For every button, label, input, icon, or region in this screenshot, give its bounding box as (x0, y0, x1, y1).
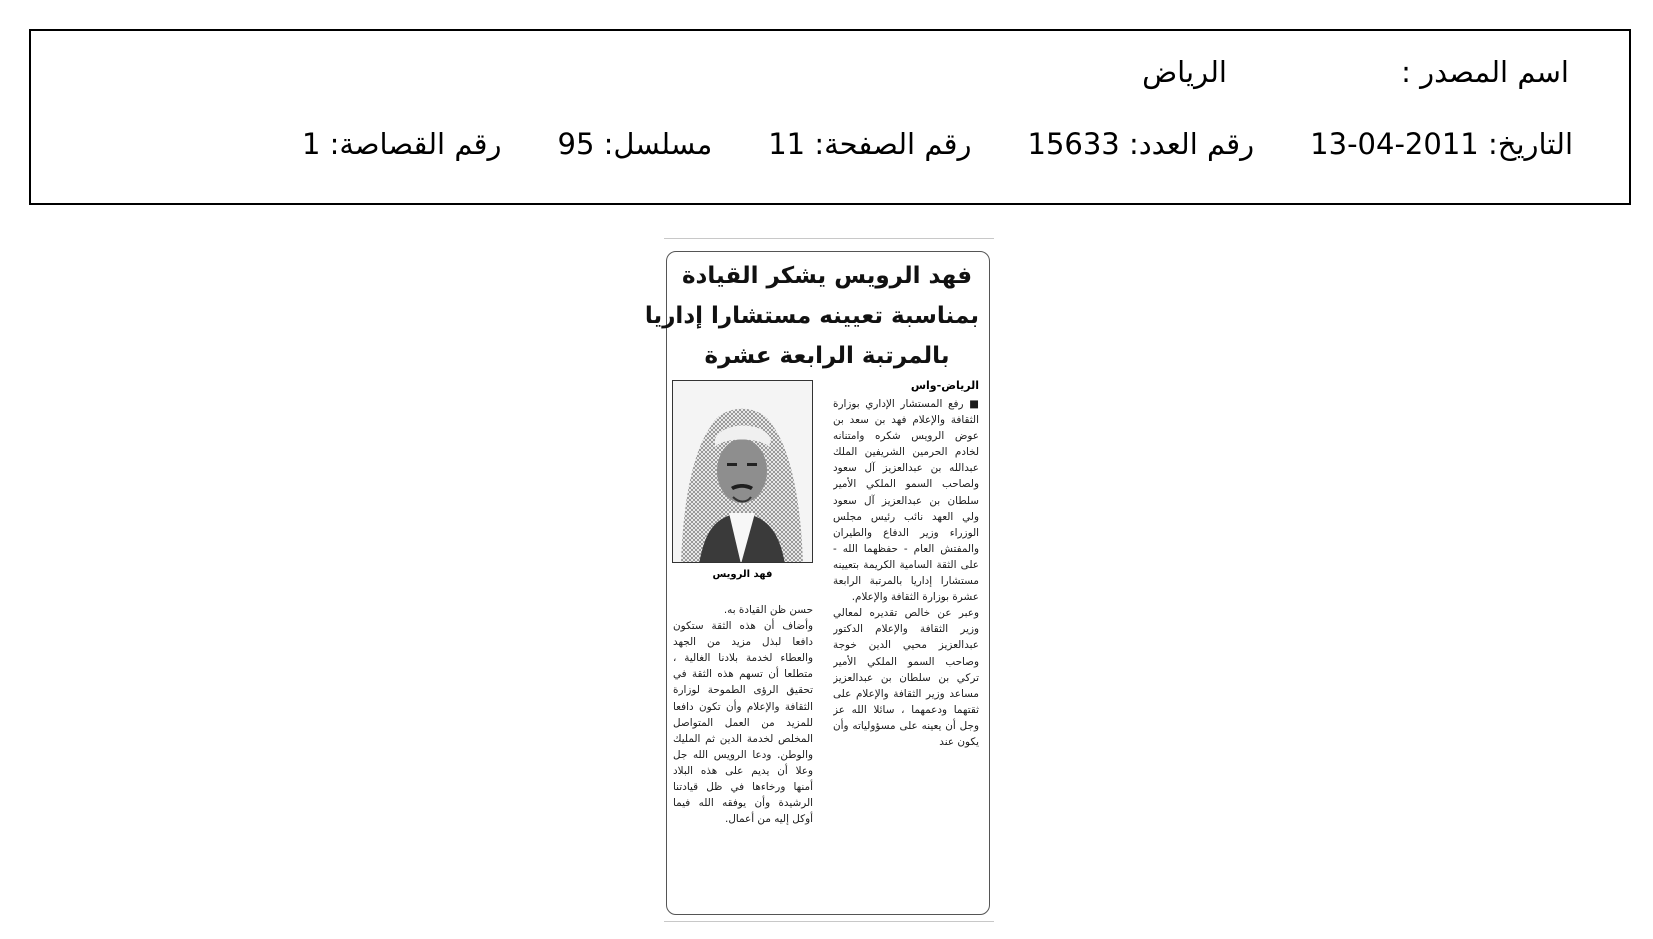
article-dateline: الرياض-واس (910, 379, 979, 392)
source-value: الرياض (1142, 55, 1227, 89)
article-paragraph: حسن ظن القيادة به. (723, 604, 813, 616)
clipping-metadata-box (29, 29, 1631, 205)
source-label: اسم المصدر : (1401, 55, 1569, 89)
article-paragraph: وعبر عن خالص تقديره لمعالي وزير الثقافة والإعلام الدكتور عبدالعزيز محيي الدين خوجة وصاحب السمو الملكي الأمير تركي بن سلطان بن عبدالعزيز مساعد وزير الثقافة والإعلام على ثقتهما ودعمهما ، سائلا الله عز وجل أن يعينه على مسؤولياته وأن يكون عند (833, 607, 979, 748)
clip-number-field: رقم القصاصة: 1 (301, 127, 502, 161)
article-headline (644, 256, 979, 376)
photo-caption: فهد الرويس (712, 569, 773, 580)
date-field: التاريخ: 2011-04-13 (1310, 127, 1573, 161)
headline-line-2: بمناسبة تعيينه مستشارا إداريا (644, 303, 979, 329)
article-column-right (833, 396, 979, 911)
metadata-line (302, 126, 1573, 162)
clipping-frame (644, 251, 990, 915)
page-number-field: رقم الصفحة: 11 (768, 127, 972, 161)
headline-line-1: فهد الرويس يشكر القيادة (681, 263, 973, 289)
portrait-photo (672, 380, 813, 563)
serial-field: مسلسل: 95 (557, 127, 713, 161)
portrait-image (672, 381, 812, 563)
article-paragraph: ■ رفع المستشار الإداري بوزارة الثقافة والإعلام فهد بن سعد بن عوض الرويس شكره وامتنانه لخادم الحرمين الشريفين الملك عبدالله بن عبدالعزيز آل سعود ولصاحب السمو الملكي الأمير سلطان بن عبدالعزيز آل سعود ولي العهد نائب رئيس مجلس الوزراء وزير الدفاع والطيران والمفتش العام - حفظهما الله - على الثقة السامية الكريمة بتعيينه مستشارا إداريا بالمرتبة الرابعة عشرة بوزارة الثقافة والإعلام. (833, 398, 979, 604)
article-column-left (673, 602, 813, 907)
article-paragraph: وأضاف أن هذه الثقة ستكون دافعا لبذل مزيد من الجهد والعطاء لخدمة بلادنا الغالية ، متطلعا أن تسهم هذه الثقة في تحقيق الرؤى الطموحة لوزارة الثقافة والإعلام وأن تكون دافعا للمزيد من العمل المتواصل المخلص لخدمة الدين ثم المليك والوطن. ودعا الرويس الله جل وعلا أن يديم على هذه البلاد أمنها ورخاءها في ظل قيادتنا الرشيدة وأن يوفقه الله فيما أوكل إليه من أعمال. (673, 620, 813, 826)
newspaper-clipping (644, 238, 994, 922)
issue-number-field: رقم العدد: 15633 (1027, 127, 1255, 161)
headline-line-3: بالمرتبة الرابعة عشرة (704, 343, 950, 369)
